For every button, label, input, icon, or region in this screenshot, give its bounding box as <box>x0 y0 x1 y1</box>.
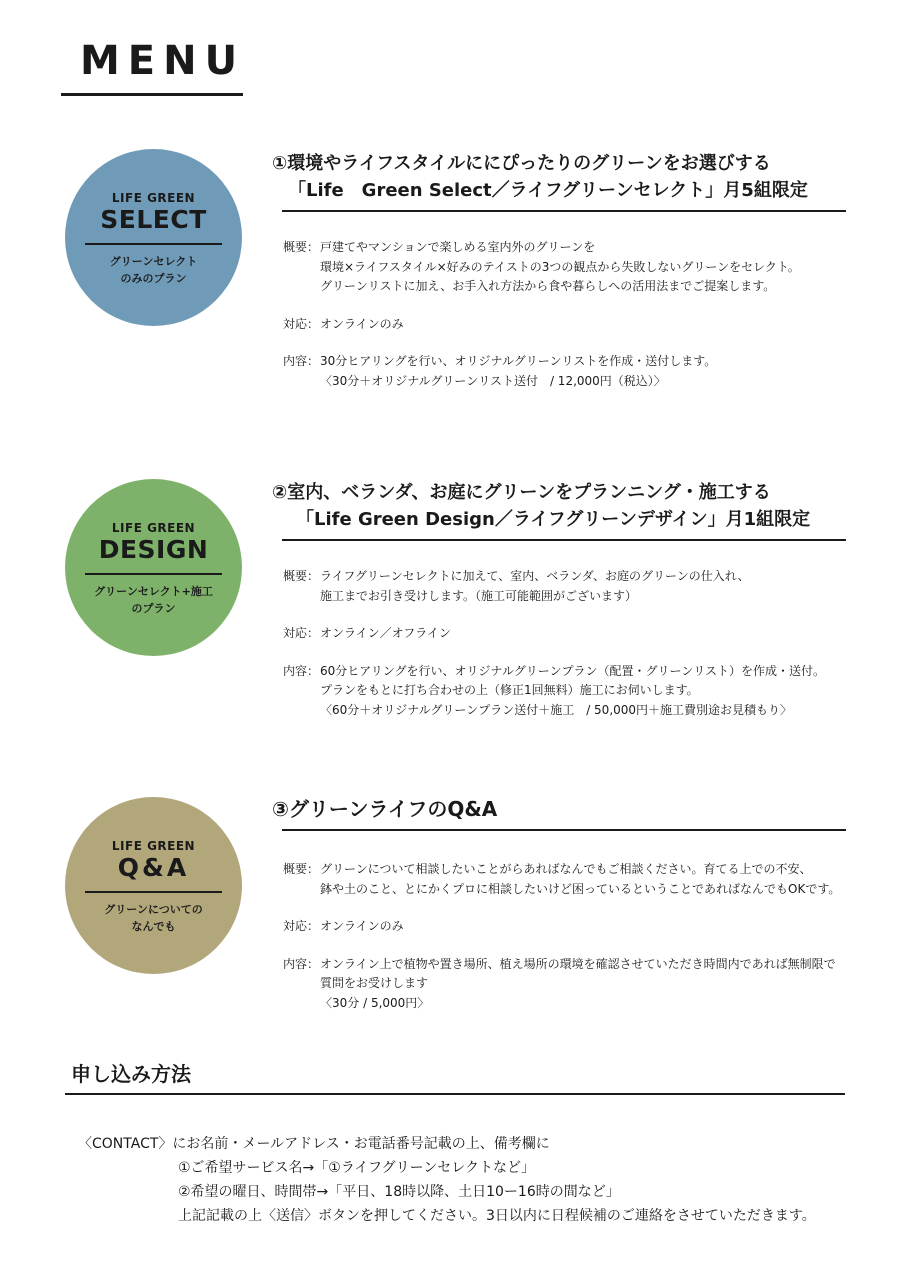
overview-row <box>283 567 825 606</box>
content-label: 内容： <box>283 354 320 368</box>
plan-details-qa <box>283 860 840 1013</box>
overview-line: 環境×ライフスタイル×好みのテイストの3つの観点から失敗しないグリーンをセレクト。 <box>320 259 800 274</box>
content-line: 30分ヒアリングを行い、オリジナルグリーンリストを作成・送付します。 <box>320 354 717 368</box>
plan-heading-rule <box>282 210 846 212</box>
menu-title-underline <box>61 93 243 96</box>
badge-small-label: LIFE GREEN <box>111 839 196 853</box>
menu-title: MENU <box>80 38 246 84</box>
plan-badge-select <box>65 149 242 326</box>
badge-divider <box>85 891 222 893</box>
apply-line: 〈CONTACT〉にお名前・メールアドレス・お電話番号記載の上、備考欄に <box>78 1136 550 1152</box>
plan-badge-design <box>65 479 242 656</box>
content-label: 内容： <box>283 956 320 971</box>
support-value: オンライン／オフライン <box>320 626 451 640</box>
badge-divider <box>85 243 222 245</box>
apply-line: ②希望の曜日、時間帯→「平日、18時以降、土日10ー16時の間など」 <box>178 1184 620 1200</box>
support-label: 対応： <box>283 626 320 640</box>
overview-label: 概要： <box>283 569 320 583</box>
badge-big-label: Q&A <box>117 853 190 882</box>
apply-title: 申し込み方法 <box>71 1062 191 1086</box>
overview-line: 施工までお引き受けします。（施工可能範囲がございます） <box>320 588 638 603</box>
content-row <box>283 352 800 391</box>
badge-sub-label: グリーンについての なんでも <box>104 903 203 933</box>
support-row <box>283 917 840 937</box>
plan-heading-rule <box>282 829 846 831</box>
badge-sub-label: グリーンセレクト+施工 のプラン <box>94 585 213 615</box>
support-label: 対応： <box>283 316 320 331</box>
badge-divider <box>85 573 222 575</box>
badge-big-label: SELECT <box>100 205 207 234</box>
support-value: オンラインのみ <box>320 316 404 331</box>
plan-heading-line1: ①環境やライフスタイルににぴったりのグリーンをお選びする <box>272 153 771 174</box>
plan-heading-line2: 「Life Green Select／ライフグリーンセレクト」月5組限定 <box>288 180 808 201</box>
overview-line: グリーンについて相談したいことがらあればなんでもご相談ください。育てる上での不安、 <box>320 862 812 876</box>
content-line: 〈30分＋オリジナルグリーンリスト送付 / 12,000円（税込）〉 <box>320 373 666 388</box>
plan-heading-line2: 「Life Green Design／ライフグリーンデザイン」月1組限定 <box>296 509 811 530</box>
overview-line: 鉢や土のこと、とにかくプロに相談したいけど困っているということであればなんでもOKです。 <box>320 881 841 896</box>
overview-line: 戸建てやマンションで楽しめる室内外のグリーンを <box>320 240 596 254</box>
plan-heading-line1: ③グリーンライフのQ&A <box>272 797 498 821</box>
plan-heading-line1: ②室内、ベランダ、お庭にグリーンをプランニング・施工する <box>272 482 771 503</box>
apply-instructions <box>78 1132 816 1228</box>
overview-label: 概要： <box>283 240 320 254</box>
support-value: オンラインのみ <box>320 919 404 933</box>
content-line: 質問をお受けします <box>320 976 429 990</box>
content-label: 内容： <box>283 663 320 678</box>
overview-line: ライフグリーンセレクトに加えて、室内、ベランダ、お庭のグリーンの仕入れ、 <box>320 569 750 583</box>
overview-label: 概要： <box>283 862 320 876</box>
badge-big-label: DESIGN <box>98 535 209 564</box>
badge-small-label: LIFE GREEN <box>111 521 196 535</box>
overview-line: グリーンリストに加え、お手入れ方法から食や暮らしへの活用法までご提案します。 <box>320 279 776 293</box>
content-line: 〈30分 / 5,000円〉 <box>320 995 430 1010</box>
plan-heading-design <box>272 479 810 533</box>
content-line: 60分ヒアリングを行い、オリジナルグリーンプラン（配置・グリーンリスト）を作成・送付。 <box>320 663 825 678</box>
content-line: プランをもとに打ち合わせの上（修正1回無料）施工にお伺いします。 <box>320 683 699 697</box>
content-row <box>283 955 840 1014</box>
apply-title-rule <box>65 1093 845 1095</box>
overview-row <box>283 860 840 899</box>
content-line: オンライン上で植物や置き場所、植え場所の環境を確認させていただき時間内であれば無制限で <box>320 956 836 971</box>
plan-heading-qa <box>272 796 497 823</box>
apply-line: ①ご希望サービス名→「①ライフグリーンセレクトなど」 <box>178 1160 536 1176</box>
content-line: 〈60分＋オリジナルグリーンプラン送付＋施工 / 50,000円＋施工費別途お見積もり〉 <box>320 702 793 717</box>
content-row <box>283 662 825 721</box>
support-row <box>283 315 800 335</box>
support-row <box>283 624 825 644</box>
plan-details-select <box>283 238 800 391</box>
plan-heading-select <box>272 150 808 204</box>
badge-small-label: LIFE GREEN <box>111 191 196 205</box>
plan-badge-qa <box>65 797 242 974</box>
plan-heading-rule <box>282 539 846 541</box>
plan-details-design <box>283 567 825 720</box>
support-label: 対応： <box>283 919 320 933</box>
overview-row <box>283 238 800 297</box>
badge-sub-label: グリーンセレクト のみのプラン <box>109 255 198 285</box>
apply-line: 上記記載の上〈送信〉ボタンを押してください。3日以内に日程候補のご連絡をさせていただきます。 <box>178 1208 816 1224</box>
